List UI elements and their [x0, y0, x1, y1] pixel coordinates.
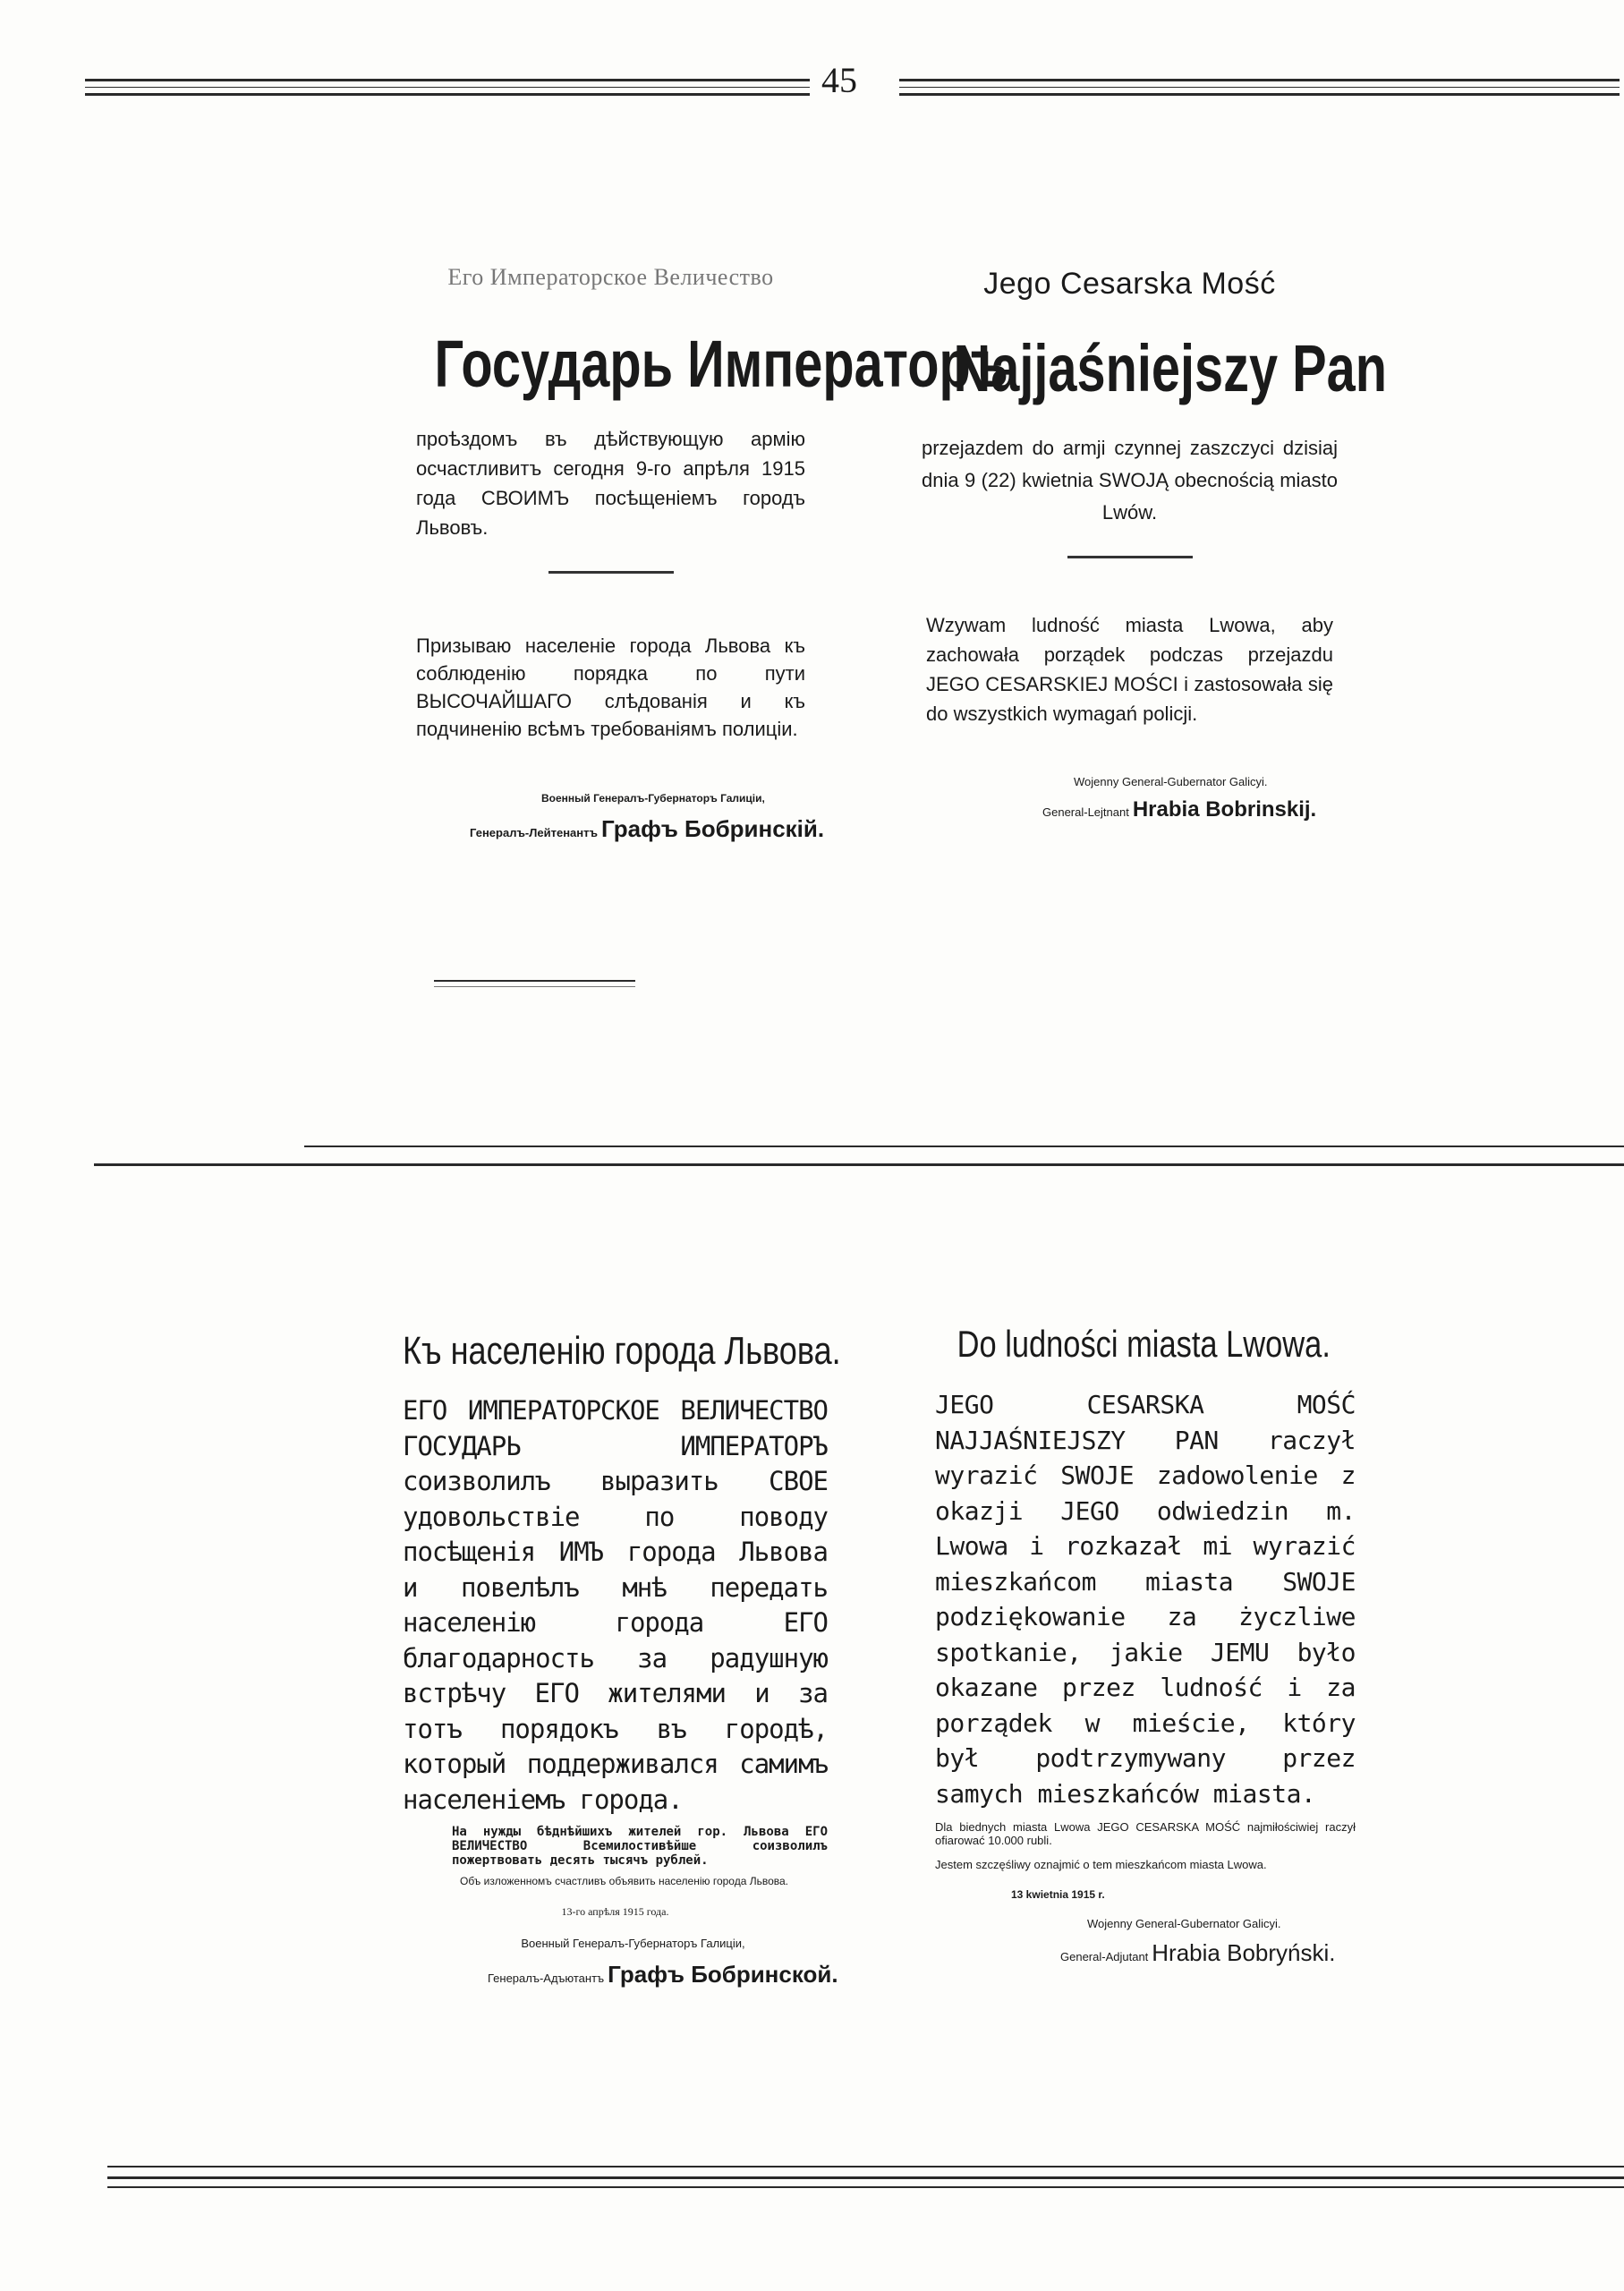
top-ru-footer-rule: [434, 980, 635, 982]
top-pl-line1: Jego Cesarska Mość: [983, 267, 1276, 301]
top-ru-para2: Призываю населеніе города Львова къ соблюденію порядка по пути ВЫСОЧАЙШАГО слѣдованія и къ подчиненію всѣмъ требованіямъ полиціи.: [416, 634, 805, 740]
bottom-pl-sign-rank: General-Adjutant: [1060, 1950, 1149, 1963]
top-ru-para1: проѣздомъ въ дѣйствующую армію осчастливитъ сегодня 9-го апрѣля 1915 года СВОИМЪ посѣщеніемъ городъ Львовъ.: [416, 428, 805, 539]
bottom-ru-note2: Объ изложенномъ счастливъ объявить населенію города Львова.: [460, 1875, 788, 1887]
bottom-pl-signature: [935, 1939, 1356, 1967]
bottom-pl-note2: Jestem szczęśliwy oznajmić o tem mieszkańcom miasta Lwowa.: [935, 1858, 1267, 1871]
bottom-ru-body: ЕГО ИМПЕРАТОРСКОЕ ВЕЛИЧЕСТВО ГОСУДАРЬ ИМПЕРАТОРЪ соизволилъ выразить СВОЕ удовольствіе по поводу посѣщенія ИМЪ города Львова и повелѣлъ мнѣ передать населенію города ЕГО благодарность за радушную встрѣчу ЕГО жителями и за тотъ порядокъ въ городѣ, который поддерживался самимъ населеніемъ города.: [403, 1395, 828, 1815]
top-pl-divider: [1067, 556, 1193, 558]
bottom-ru-signature: [403, 1961, 838, 1989]
top-pl-para1: przejazdem do armji czynnej zaszczyci dzisiaj dnia 9 (22) kwietnia SWOJĄ obecnością miasto Lwów.: [922, 437, 1338, 524]
bottom-pl-note: Dla biednych miasta Lwowa JEGO CESARSKA MOŚĆ najmiłościwiej raczył ofiarować 10.000 rubli.: [935, 1820, 1356, 1847]
header-rule-right-2: [899, 87, 1620, 88]
top-ru-footer-rule-2: [434, 986, 635, 987]
middle-rule-2: [94, 1163, 1624, 1166]
header-rule-right-1: [899, 79, 1620, 81]
bottom-pl-sign-line1: Wojenny General-Gubernator Galicyi.: [1087, 1917, 1281, 1930]
bottom-ru-proclamation: [403, 1329, 841, 1989]
header-rule-left-2: [85, 87, 810, 88]
top-ru-signature: [385, 815, 837, 843]
bottom-ru-note: На нужды бѣднѣйшихъ жителей гор. Львова ЕГО ВЕЛИЧЕСТВО Всемилостивѣйше соизволилъ пожертвовать десять тысячъ рублей.: [452, 1825, 828, 1868]
top-pl-sign-rank: General-Lejtnant: [1042, 805, 1129, 819]
bottom-pl-sign-name: Hrabia Bobryński.: [1152, 1939, 1336, 1966]
bottom-rule-2: [107, 2176, 1624, 2179]
header-rule-left-3: [85, 93, 810, 96]
top-pl-title: Najjaśniejszy Pan: [953, 331, 1388, 405]
top-pl-para2: Wzywam ludność miasta Lwowa, aby zachowała porządek podczas przejazdu JEGO CESARSKIEJ MOŚCI i zastosowała się do wszystkich wymagań policji.: [926, 614, 1333, 725]
header-rule-right-3: [899, 93, 1620, 96]
bottom-ru-title: Къ населенію города Львова.: [403, 1329, 841, 1373]
bottom-rule-1: [107, 2166, 1624, 2168]
bottom-ru-sign-rank: Генералъ-Адъютантъ: [488, 1972, 605, 1985]
bottom-ru-sign-name: Графъ Бобринской.: [608, 1961, 838, 1988]
top-ru-sign-name: Графъ Бобринскій.: [600, 815, 825, 842]
bottom-ru-sign-line1: Военный Генералъ-Губернаторъ Галиціи,: [521, 1937, 745, 1950]
top-ru-sign-line1: Военный Генералъ-Губернаторъ Галиціи,: [541, 792, 765, 805]
page-number: 45: [821, 60, 857, 100]
bottom-pl-date: 13 kwietnia 1915 r.: [1011, 1888, 1105, 1901]
top-pl-sign-line1: Wojenny General-Gubernator Galicyi.: [1074, 775, 1268, 788]
bottom-ru-date: 13-го апрѣля 1915 года.: [561, 1905, 669, 1918]
bottom-pl-title: Do ludności miasta Lwowa.: [957, 1323, 1331, 1365]
top-pl-sign-name: Hrabia Bobrinskij.: [1132, 797, 1317, 822]
top-pl-signature: [904, 797, 1356, 822]
top-ru-divider: [548, 571, 674, 574]
bottom-pl-body: JEGO CESARSKA MOŚĆ NAJJAŚNIEJSZY PAN raczył wyrazić SWOJE zadowolenie z okazji JEGO odwiedzin m. Lwowa i rozkazał mi wyrazić mieszkańcom miasta SWOJE podziękowanie za życzliwe spotkanie, jakie JEMU było okazane przez ludność i za porządek w mieście, który był podtrzymywany przez samych mieszkańców miasta.: [935, 1390, 1356, 1809]
top-ru-title: Государь Императоръ: [434, 327, 1008, 401]
bottom-rule-3: [107, 2186, 1624, 2188]
top-pl-proclamation: [904, 267, 1388, 822]
top-ru-line1: Его Императорское Величество: [447, 264, 774, 290]
bottom-pl-proclamation: [935, 1323, 1356, 1967]
middle-rule-1: [304, 1146, 1624, 1147]
top-ru-sign-rank: Генералъ-Лейтенантъ: [470, 826, 598, 839]
header-rule-left-1: [85, 79, 810, 81]
top-ru-proclamation: [385, 264, 1008, 843]
